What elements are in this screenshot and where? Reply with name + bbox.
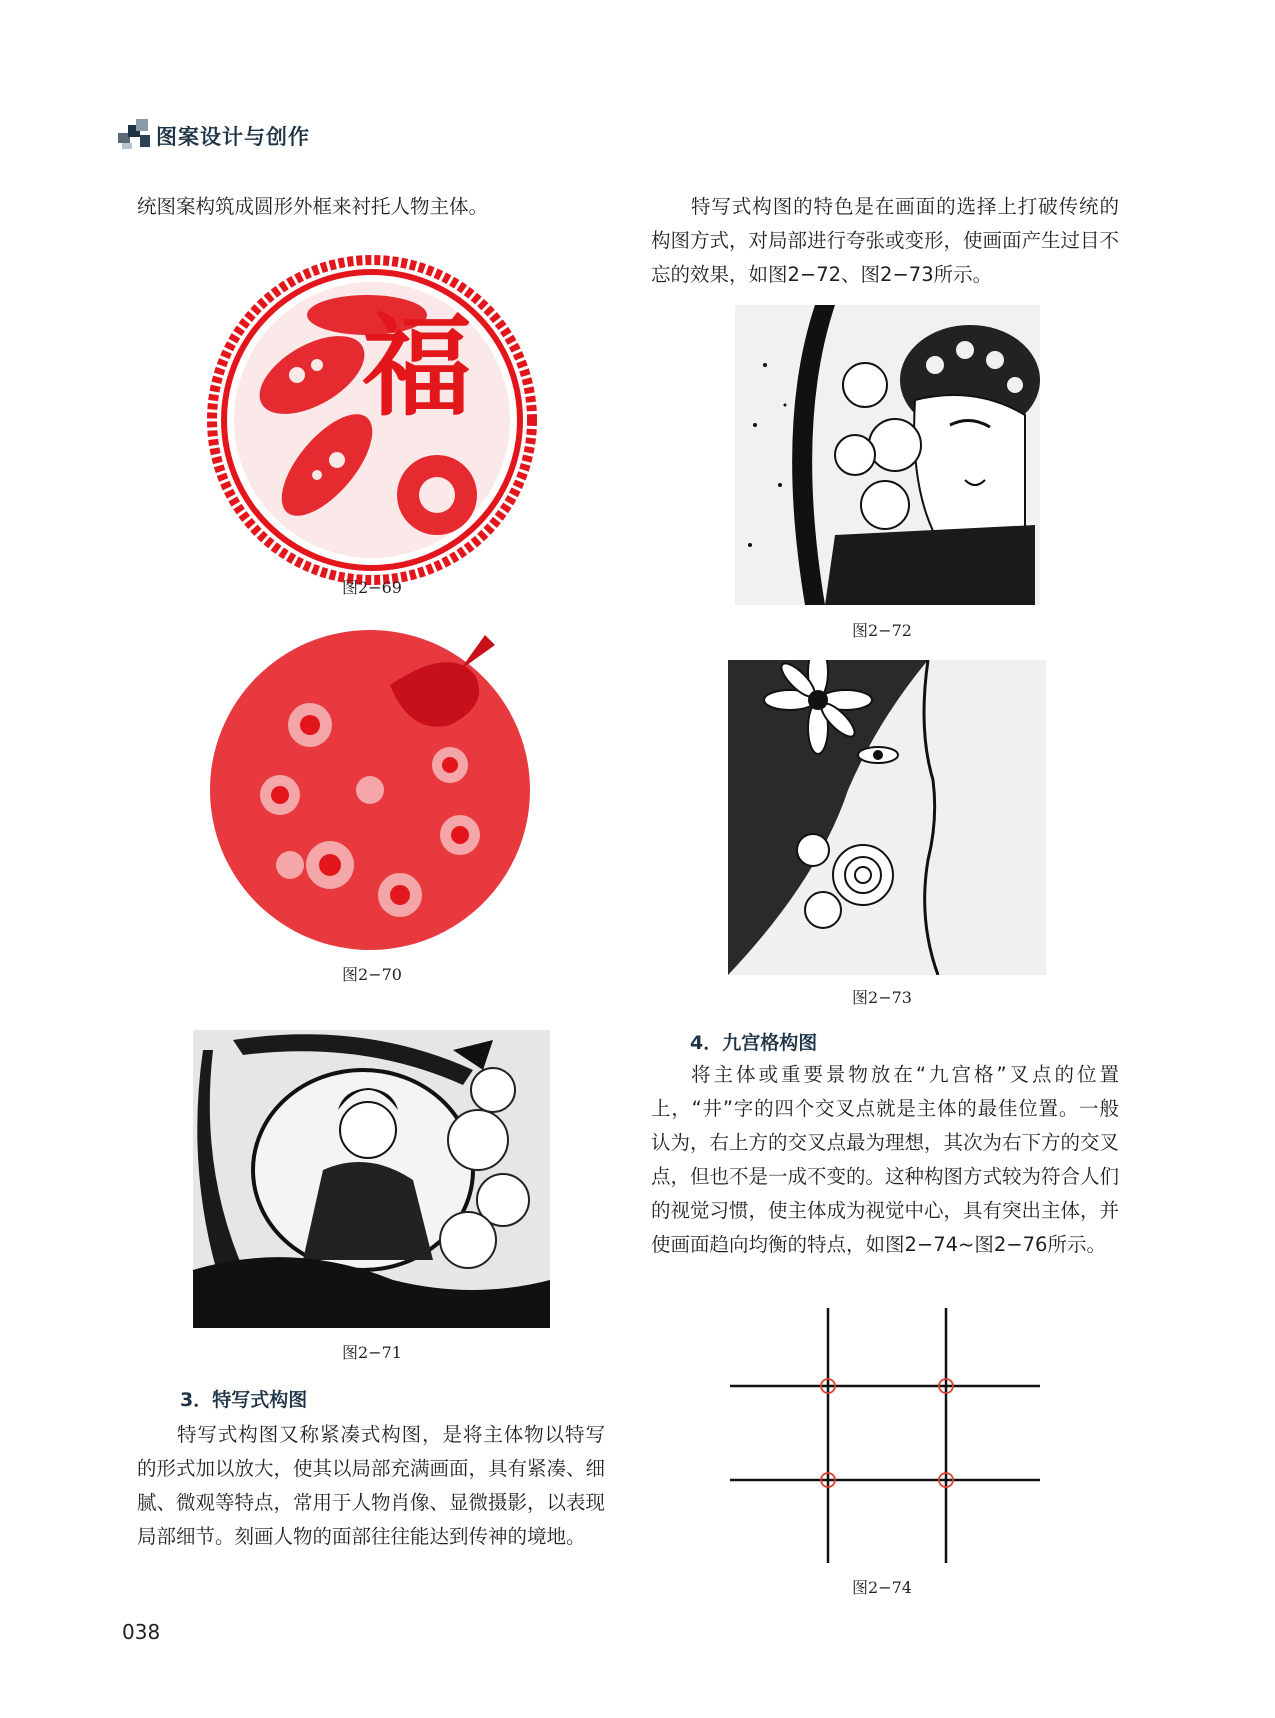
- header-title: 图案设计与创作: [156, 125, 310, 149]
- figure-2-74-nine-grid-diagram: [730, 1308, 1050, 1563]
- intro-line: 统图案构筑成圆形外框来衬托人物主体。: [137, 195, 489, 218]
- right-paragraph-1: 特写式构图的特色是在画面的选择上打破传统的构图方式，对局部进行夸张或变形，使画面产生过目不忘的效果，如图2−72、图2−73所示。: [651, 195, 1120, 286]
- figure-2-69-papercut: [207, 255, 537, 585]
- section-3-heading: 3．特写式构图: [180, 1389, 308, 1411]
- fu-character: 福: [362, 302, 472, 431]
- caption-2-74: 图2−74: [852, 1578, 912, 1597]
- section-3-paragraph: 特写式构图又称紧凑式构图，是将主体物以特写的形式加以放大，使其以局部充满画面，具有紧凑、细腻、微观等特点，常用于人物肖像、显微摄影，以表现局部细节。刻画人物的面部往往能达到传神的境地。: [137, 1423, 606, 1548]
- caption-2-72: 图2−72: [852, 621, 912, 640]
- section-4-paragraph: 将主体或重要景物放在“九宫格”叉点的位置上，“井”字的四个交叉点就是主体的最佳位置。一般认为，右上方的交叉点最为理想，其次为右下方的交叉点，但也不是一成不变的。这种构图方式较为符合人们的视觉习惯，使主体成为视觉中心，具有突出主体，并使画面趋向均衡的特点，如图2−74~图2−76所示。: [651, 1063, 1120, 1256]
- caption-2-69: 图2−69: [342, 578, 402, 597]
- figure-2-73-woman-flower-drawing: [728, 660, 1046, 975]
- caption-2-73: 图2−73: [852, 988, 912, 1007]
- figure-2-72-opera-face-drawing: [735, 305, 1040, 605]
- caption-2-71: 图2−71: [342, 1343, 402, 1362]
- section-4-heading: 4．九宫格构图: [690, 1032, 818, 1054]
- figure-2-70-peacock-papercut: [200, 615, 545, 955]
- header-logo: [118, 117, 154, 151]
- page-number: 038: [122, 1620, 161, 1644]
- figure-2-71-lady-papercut: [193, 1030, 550, 1328]
- caption-2-70: 图2−70: [342, 965, 402, 984]
